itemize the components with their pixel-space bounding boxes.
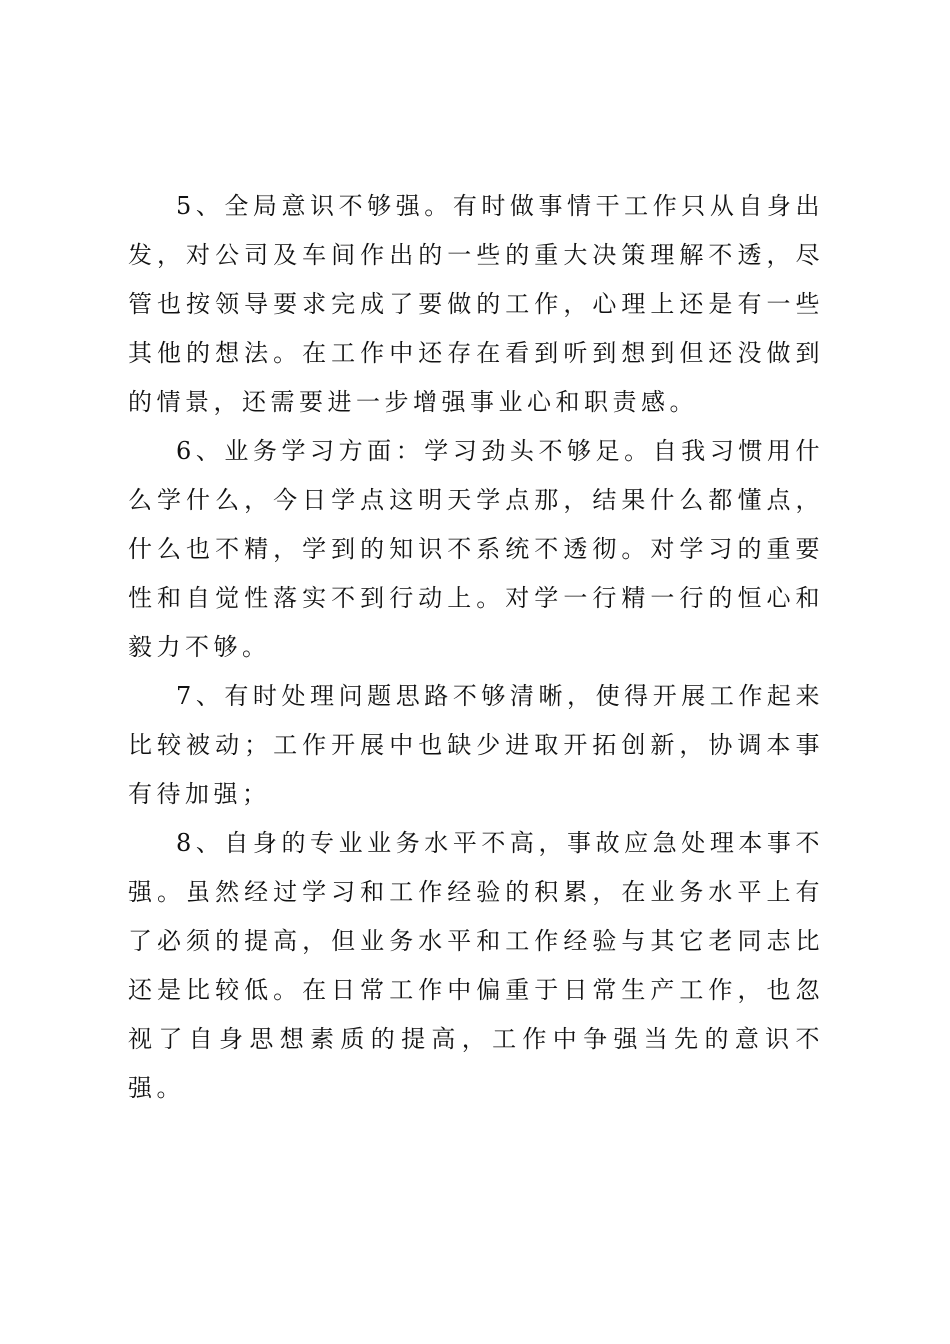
document-body	[128, 182, 824, 1113]
paragraph-item-6: 6、业务学习方面：学习劲头不够足。自我习惯用什么学什么，今日学点这明天学点那，结果什么都懂点，什么也不精，学到的知识不系统不透彻。对学习的重要性和自觉性落实不到行动上。对学一行精一行的恒心和毅力不够。	[128, 437, 824, 661]
paragraph-item-5: 5、全局意识不够强。有时做事情干工作只从自身出发，对公司及车间作出的一些的重大决策理解不透，尽管也按领导要求完成了要做的工作，心理上还是有一些其他的想法。在工作中还存在看到听到想到但还没做到的情景，还需要进一步增强事业心和职责感。	[128, 192, 824, 416]
paragraph-item-7: 7、有时处理问题思路不够清晰，使得开展工作起来比较被动；工作开展中也缺少进取开拓创新，协调本事有待加强；	[128, 682, 824, 808]
paragraph-item-8: 8、自身的专业业务水平不高，事故应急处理本事不强。虽然经过学习和工作经验的积累，在业务水平上有了必须的提高，但业务水平和工作经验与其它老同志比还是比较低。在日常工作中偏重于日常生产工作，也忽视了自身思想素质的提高，工作中争强当先的意识不强。	[128, 829, 824, 1102]
